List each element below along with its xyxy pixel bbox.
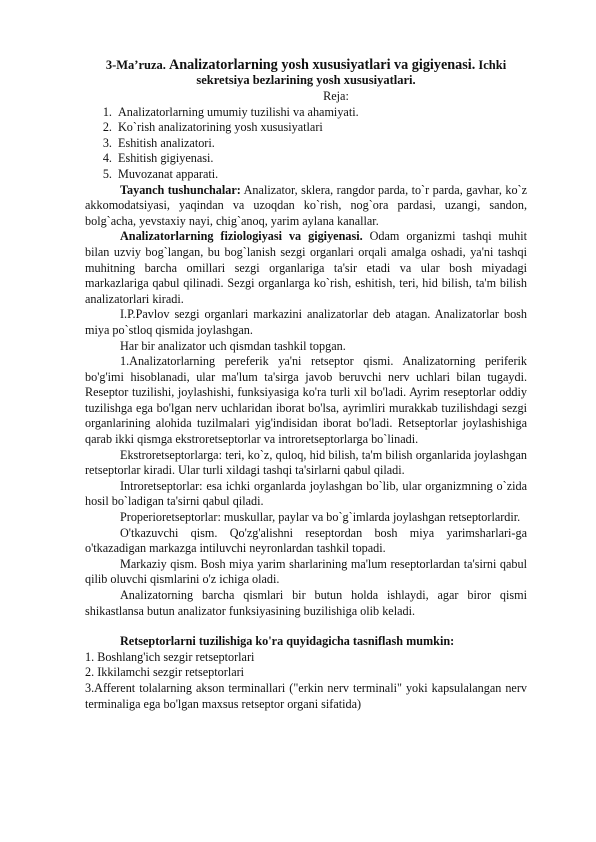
classification-item: 1. Boshlang'ich sezgir retseptorlari bbox=[85, 649, 255, 664]
physiology-paragraph bbox=[85, 229, 527, 307]
lecture-title bbox=[85, 58, 527, 88]
plan-item: 4. Eshitish gigiyenasi. bbox=[115, 151, 527, 167]
plan-item: 2. Ko`rish analizatorining yosh xususiyatlari bbox=[115, 120, 527, 136]
classification-heading: Retseptorlarni tuzilishiga ko'ra quyidagicha tasniflash mumkin: bbox=[120, 634, 455, 649]
physiology-text: Odam organizmi tashqi muhit bilan uzviy bog`langan, bu bog`lanish sezgi organlari orqali amalga oshadi, ya'ni tashqi muhitning barcha omillari sezgi organlariga ta'sir etadi va ular bosh miyadagi markazlariga qabul qilinadi. Sezgi organlarga ko`rish, eshitish, teri, hid bilish, ta'm bilish analizatorlari kiradi. bbox=[85, 229, 527, 306]
lecture-title-suffix: Ichki sekretsiya bezlarining yosh xususiyatlari. bbox=[196, 58, 507, 87]
exteroceptors-paragraph: Ekstroretseptorlarga: teri, ko`z, quloq, hid bilish, ta'm bilish organlarida joylashgan retseptorlar kiradi. Ular turli xildagi tashqi ta'sirlarni qabul qiladi. bbox=[85, 447, 527, 478]
key-terms-paragraph bbox=[85, 183, 527, 230]
physiology-heading: Analizatorlarning fiziologiyasi va gigiyenasi. bbox=[120, 229, 363, 244]
central-part-paragraph: Markaziy qism. Bosh miya yarim sharlarining ma'lum reseptorlardan ta'sirni qabul qilib oluvchi qismlarini o'z ichiga oladi. bbox=[85, 556, 527, 587]
conducting-part-paragraph: O'tkazuvchi qism. Qo'zg'alishni reseptordan bosh miya yarimsharlari-ga o'tkazadigan markazga intiluvchi neyronlardan tashkil topadi. bbox=[85, 525, 527, 556]
three-parts-paragraph: Har bir analizator uch qismdan tashkil topgan. bbox=[120, 338, 346, 353]
plan-item: 3. Eshitish analizatori. bbox=[115, 136, 527, 152]
lecture-title-main: Analizatorlarning yosh xususiyatlari va gigiyenasi. bbox=[169, 57, 476, 73]
pavlov-paragraph: I.P.Pavlov sezgi organlari markazini analizatorlar deb atagan. Analizatorlar bosh miya po`stloq qismida joylashgan. bbox=[85, 307, 527, 337]
classification-list bbox=[85, 650, 527, 712]
key-terms-text: Analizator, sklera, rangdor parda, to`r parda, gavhar, ko`z akkomodatsiyasi, yaqindan va uzoqdan ko`rish, nog`ora pardasi, uzangi, sandon, bolg`acha, yevstaxiy nayi, chig`anoq, yarim aylana kanallar. bbox=[85, 182, 528, 228]
interoceptors-paragraph: Introretseptorlar: esa ichki organlarda joylashgan bo`lib, ular organizmning o`zida hosil bo`ladigan ta'sirni qabul qiladi. bbox=[85, 478, 527, 509]
classification-item: 2. Ikkilamchi sezgir retseptorlari bbox=[85, 665, 245, 680]
document-content bbox=[85, 58, 527, 712]
plan-label: Reja: bbox=[323, 89, 349, 103]
plan-list bbox=[85, 105, 527, 183]
peripheral-part-paragraph: 1.Analizatorlarning pereferik ya'ni retseptor qismi. Analizatorning periferik bo'g'imi hisoblanadi, ular ma'lum ta'sirga javob beruvchi nerv uchlari bilan tugaydi. Reseptor tuzilishi, joylashishi, funksiyasiga ko'ra turli xil bo'ladi. Ayrim reseptorlar oddiy tuzilishga ega bo'lgan nerv uchlaridan iborat bo'lsa, ayrimliri murakkab tuzilishdagi sezgi organlarining alohida tuzilmalari yig'indisidan iborat bo'ladi. Retseptorlar joylashishiga qarab ikki qismga ekstroretseptorlar va introretseptorlarga bo`linadi. bbox=[85, 354, 527, 447]
key-terms-label: Tayanch tushunchalar: bbox=[120, 182, 241, 197]
plan-item: 1. Analizatorlarning umumiy tuzilishi va ahamiyati. bbox=[115, 105, 527, 121]
proprioceptors-paragraph: Properioretseptorlar: muskullar, paylar va bo`g`imlarda joylashgan retseptorlardir. bbox=[120, 510, 521, 525]
lecture-number: 3-Ma’ruza. bbox=[105, 58, 169, 72]
spacer bbox=[85, 619, 527, 634]
classification-item: 3.Afferent tolalarning akson terminallari ("erkin nerv terminali" yoki kapsulalangan nerv terminaliga ega bo'lgan maxsus retseptor organi sifatida) bbox=[85, 680, 527, 711]
whole-analyzer-paragraph: Analizatorning barcha qismlari bir butun holda ishlaydi, agar biror qismi shikastlansa butun analizator funksiyasining buzilishiga olib keladi. bbox=[85, 588, 527, 618]
plan-item: 5. Muvozanat apparati. bbox=[115, 167, 527, 183]
